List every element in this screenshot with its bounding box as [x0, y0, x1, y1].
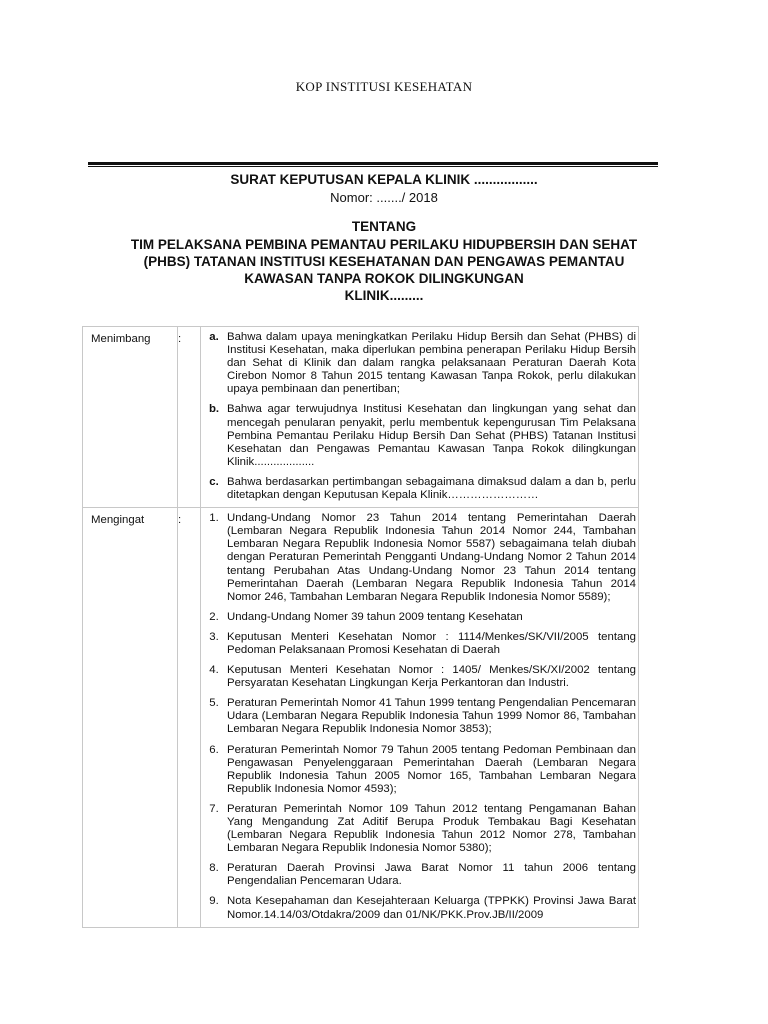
item-text: Peraturan Pemerintah Nomor 79 Tahun 2005 tentang Pedoman Pembinaan dan Pengawasan Penyelenggaraan Pemerintahan Daerah (Lembaran Negara Republik Indonesia Tahun 2005 Nomor 165, Tambahan Lembaran Negara Republik Indonesia Nomor 4593); [227, 743, 636, 795]
decree-number: Nomor: ......./ 2018 [330, 190, 438, 205]
item-marker: 3. [209, 630, 219, 643]
item-text: Undang-Undang Nomor 23 Tahun 2014 tentang Pemerintahan Daerah (Lembaran Negara Republik Indonesia Tahun 2014 Nomor 244, Tambahan Lembaran Negara Republik Indonesia Nomor 5587) sebagaimana telah diubah dengan Peraturan Pemerintah Pengganti Undang-Undang Nomor 2 Tahun 2014 tentang Perubahan Atas Undang-Undang Nomor 23 Tahun 2014 tentang Pemerintahan Daerah (Lembaran Negara Republik Indonesia Tahun 2014 Nomor 246, Tambahan Lembaran Negara Republik Indonesia Nomor 5589); [227, 512, 636, 603]
item-marker: a. [209, 331, 219, 343]
list-item [201, 803, 638, 855]
letterhead-placeholder: KOP INSTITUSI KESEHATAN [295, 79, 473, 94]
tentang-heading: TENTANG [351, 219, 417, 234]
menimbang-content [201, 327, 639, 508]
item-marker: c. [209, 475, 219, 488]
item-text: Keputusan Menteri Kesehatan Nomor : 1405/ Menkes/SK/XI/2002 tentang Persyaratan Kesehatan Lingkungan Kerja Perkantoran dan Industri. [227, 664, 636, 690]
list-item [201, 862, 638, 888]
letterhead-divider [88, 162, 658, 167]
list-item [201, 895, 638, 921]
list-item [201, 611, 638, 624]
decree-subject [90, 236, 678, 304]
item-text: Bahwa agar terwujudnya Institusi Kesehatan dan lingkungan yang sehat dan mencegah penularan penyakit, perlu membentuk kepengurusan Tim Pelaksana Pembina Pemantau Perilaku Hidup Bersih Dan Sehat (PHBS) Tatanan Institusi Kesehatan dan Pengawas Pemantau Kawasan Tanpa Rokok dilingkungan Klinik................... [227, 403, 636, 468]
item-marker: 4. [209, 664, 219, 677]
menimbang-label: Menimbang [83, 327, 178, 508]
item-marker: 6. [209, 743, 219, 756]
item-marker: 9. [209, 895, 219, 908]
item-text: Keputusan Menteri Kesehatan Nomor : 1114/Menkes/SK/VII/2005 tentang Pedoman Pelaksanaan Promosi Kesehatan di Daerah [227, 630, 636, 656]
item-text: Peraturan Daerah Provinsi Jawa Barat Nomor 11 tahun 2006 tentang Pengendalian Pencemaran Udara. [227, 862, 636, 888]
item-text: Bahwa dalam upaya meningkatkan Perilaku Hidup Bersih dan Sehat (PHBS) di Institusi Kesehatan, maka diperlukan pembina penerapan Perilaku Hidup Bersih dan Sehat di Klinik dan dalam rangka pelaksanaan Peraturan Daerah Kota Cirebon Nomor 8 Tahun 2015 tentang Kawasan Tanpa Rokok, perlu dilakukan upaya pembinaan dan penertiban; [227, 331, 636, 396]
list-item [201, 476, 638, 502]
list-item [201, 664, 638, 690]
menimbang-row [83, 327, 639, 508]
subject-line: KAWASAN TANPA ROKOK DILINGKUNGAN [244, 271, 524, 286]
list-item [201, 744, 638, 796]
item-text: Nota Kesepahaman dan Kesejahteraan Keluarga (TPPKK) Provinsi Jawa Barat Nomor.14.14/03/Otdakra/2009 dan 01/NK/PKK.Prov.JB/II/2009 [227, 895, 636, 921]
list-item [201, 697, 638, 736]
subject-line: TIM PELAKSANA PEMBINA PEMANTAU PERILAKU HIDUPBERSIH DAN SEHAT [130, 237, 638, 252]
subject-line: (PHBS) TATANAN INSTITUSI KESEHATANAN DAN PENGAWAS PEMANTAU [143, 254, 625, 269]
item-text: Bahwa berdasarkan pertimbangan sebagaimana dimaksud dalam a dan b, perlu ditetapkan dengan Keputusan Kepala Klinik…………………… [227, 475, 636, 502]
item-text: Peraturan Pemerintah Nomor 109 Tahun 2012 tentang Pengamanan Bahan Yang Mengandung Zat Aditif Berupa Produk Tembakau Bagi Kesehatan (Lembaran Negara Republik Indonesia Tahun 2012 Nomor 278, Tambahan Lembaran Negara Republik Indonesia Nomor 5380); [227, 802, 636, 855]
item-marker: 7. [209, 802, 219, 815]
considerations-table [82, 326, 639, 928]
subject-line: KLINIK......... [344, 288, 424, 303]
mengingat-colon: : [178, 508, 201, 928]
item-marker: b. [208, 403, 220, 416]
list-item [201, 631, 638, 657]
mengingat-label: Mengingat [83, 508, 178, 928]
list-item [201, 512, 638, 604]
list-item [201, 403, 638, 468]
item-marker: 5. [209, 697, 219, 710]
item-marker: 8. [209, 862, 219, 875]
mengingat-row [83, 508, 639, 928]
item-text: Peraturan Pemerintah Nomor 41 Tahun 1999 tentang Pengendalian Pencemaran Udara (Lembaran Negara Republik Indonesia Tahun 1999 Nomor 86, Tambahan Lembaran Negara Republik Indonesia Nomor 3853); [227, 697, 636, 736]
item-text: Undang-Undang Nomer 39 tahun 2009 tentang Kesehatan [227, 610, 523, 623]
mengingat-content [201, 508, 639, 928]
decree-title: SURAT KEPUTUSAN KEPALA KLINIK ................. [230, 172, 538, 187]
list-item [201, 331, 638, 396]
menimbang-colon: : [178, 327, 201, 508]
item-marker: 1. [209, 512, 219, 525]
item-marker: 2. [209, 610, 219, 623]
